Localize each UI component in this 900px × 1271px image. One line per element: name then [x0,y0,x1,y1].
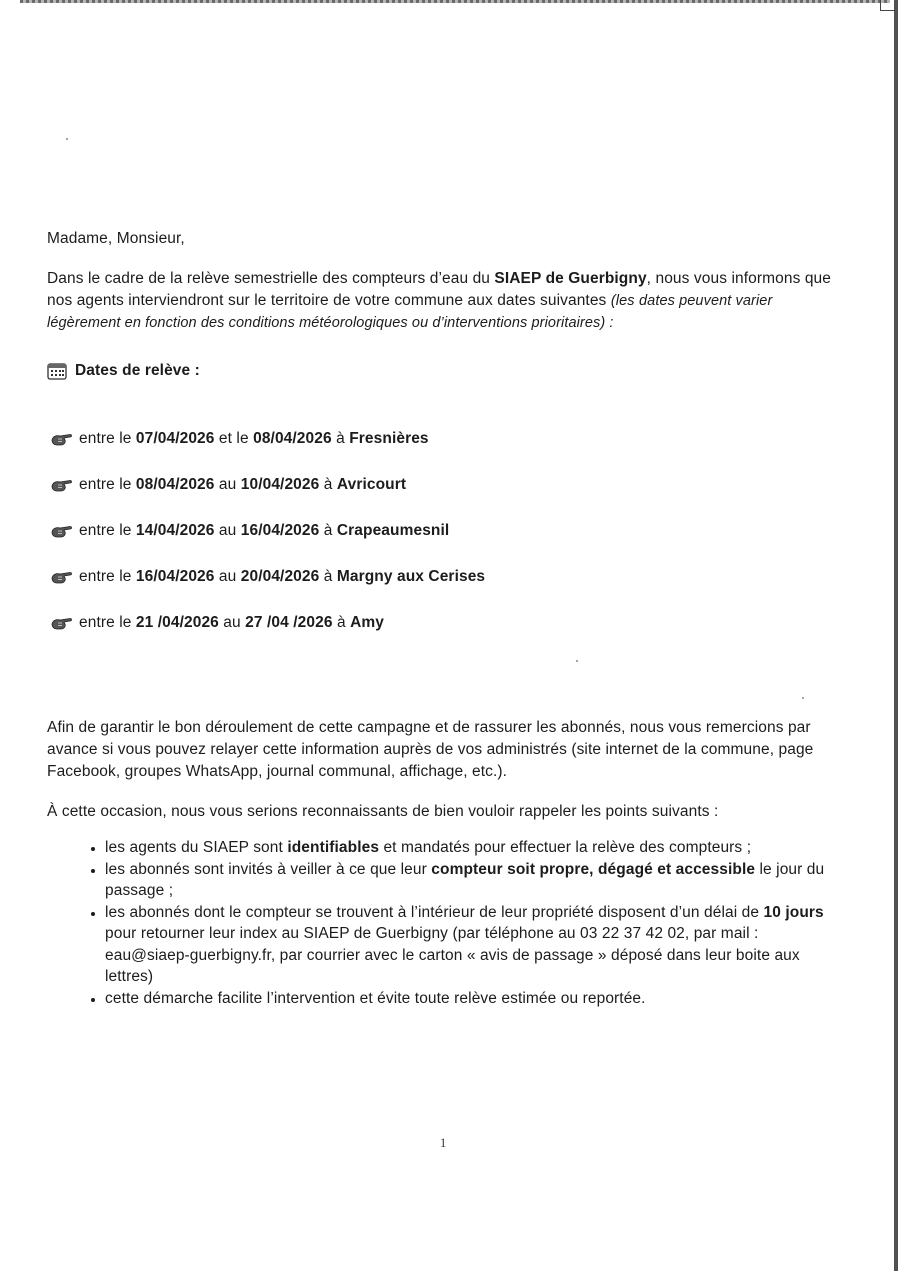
intro-org-name: SIAEP de Guerbigny [494,270,647,287]
reminder-intro-paragraph: À cette occasion, nous vous serions reconnaissants de bien vouloir rappeler les points suivants : [47,803,719,820]
schedule-item [51,427,847,451]
schedule-text: entre le 07/04/2026 et le 08/04/2026 à Fresnières [79,430,429,447]
pointing-hand-icon [51,431,73,447]
schedule-text: entre le 08/04/2026 au 10/04/2026 à Avricourt [79,476,407,493]
schedule-text: entre le 16/04/2026 au 20/04/2026 à Margny aux Cerises [79,568,486,585]
schedule-text: entre le 14/04/2026 au 16/04/2026 à Crapeaumesnil [79,522,450,539]
calendar-icon [47,362,67,380]
intro-text: , nous vous [646,270,728,287]
page-number: 1 [440,1136,447,1150]
salutation: Madame, Monsieur, [47,230,185,247]
reminder-point: • les agents du SIAEP sont identifiables et mandatés pour effectuer la relève des compteurs ; [105,837,847,859]
schedule-item [51,565,847,589]
scan-corner-mark [880,0,895,11]
schedule-list [47,427,847,635]
schedule-item [51,611,847,635]
reminder-point: • les abonnés sont invités à veiller à ce que leur compteur soit propre, dégagé et accessible le jour du passage ; [105,859,847,902]
dates-heading [47,360,847,382]
intro-note: (les [610,293,635,309]
intro-text: informons que nos agents interviendront sur le territoire de votre commune aux dates suivantes [47,270,831,309]
pointing-hand-icon [51,477,73,493]
relay-request-paragraph: Afin de garantir le bon déroulement de cette campagne et de rassurer les abonnés, nous vous remercions par avance si vous pouvez relayer cette information auprès de vos administrés (site internet de la commune, page Facebook, groupes WhatsApp, journal communal, affichage, etc.). [47,719,814,780]
dates-heading-label: Dates de relève : [75,362,200,379]
schedule-text: entre le 21 /04/2026 au 27 /04 /2026 à Amy [79,614,384,631]
letter-body [47,228,847,1009]
scan-edge-right [894,0,898,1271]
schedule-item [51,519,847,543]
intro-paragraph [47,268,847,334]
intro-note: dates peuvent varier légèrement en fonction des conditions météorologiques ou d’interventions prioritaires) : [47,293,773,331]
pointing-hand-icon [51,523,73,539]
pointing-hand-icon [51,569,73,585]
reminder-point: • les abonnés dont le compteur se trouvent à l’intérieur de leur propriété disposent d’un délai de 10 jours pour retourner leur index au SIAEP de Guerbigny (par téléphone au 03 22 37 42 02, par mail : eau@siaep-guerbigny.fr, par courrier avec le carton « avis de passage » déposé dans leur boite aux lettres) [105,902,847,988]
reminder-point: • cette démarche facilite l’intervention et évite toute relève estimée ou reportée. [105,988,847,1010]
scan-speck [66,138,68,140]
intro-text: Dans le cadre de la relève semestrielle des compteurs d’eau du [47,270,495,287]
scan-edge-top [20,0,890,3]
schedule-item [51,473,847,497]
pointing-hand-icon [51,615,73,631]
reminder-points-list [47,837,847,1009]
